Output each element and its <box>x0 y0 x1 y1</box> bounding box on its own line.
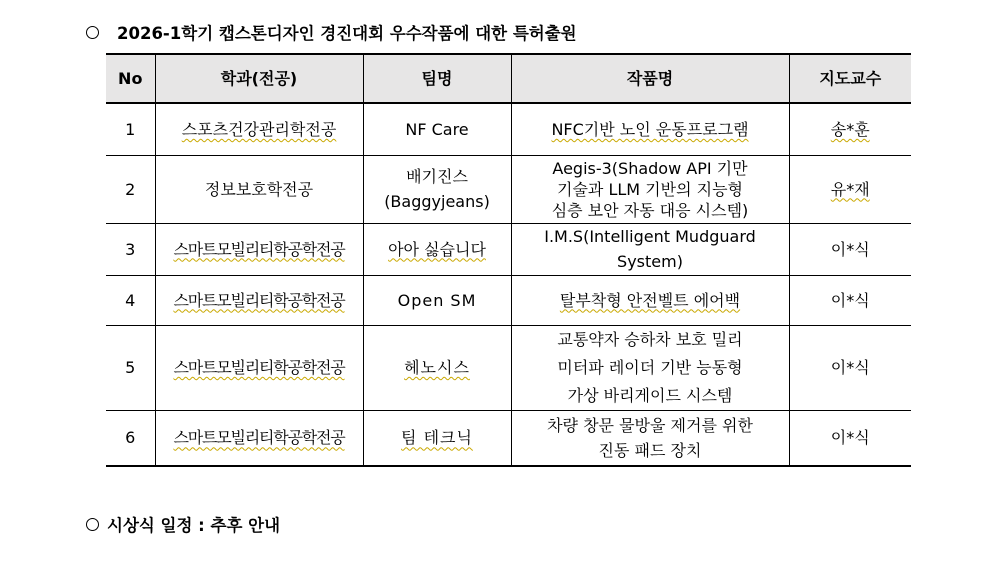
cell-advisor <box>789 223 911 275</box>
cell-team <box>363 103 511 155</box>
advisor-text: 이*식 <box>830 290 870 310</box>
table-header-row <box>106 54 911 103</box>
work-text: 탈부착형 안전벨트 에어백 <box>559 290 741 310</box>
circle-bullet-icon <box>86 26 99 39</box>
cell-no: 1 <box>106 103 155 155</box>
dept-text: 정보보호학전공 <box>204 179 314 199</box>
cell-advisor <box>789 410 911 466</box>
advisor-text: 이*식 <box>830 428 870 448</box>
cell-dept <box>155 155 363 223</box>
table-row <box>106 325 911 410</box>
table-row <box>106 275 911 325</box>
cell-no: 5 <box>106 325 155 410</box>
dept-text: 스마트모빌리티학공학전공 <box>173 428 345 448</box>
heading-text: 2026-1학기 캡스톤디자인 경진대회 우수작품에 대한 특허출원 <box>117 24 577 43</box>
team-text: 팀 테크닉 <box>401 428 473 448</box>
dept-text: 스마트모빌리티학공학전공 <box>173 290 345 310</box>
cell-team <box>363 325 511 410</box>
team-text: NF Care <box>405 119 469 139</box>
cell-team <box>363 275 511 325</box>
work-text: 교통약자 승하차 보호 밀리 미터파 레이더 기반 능동형 가상 바리게이드 시스템 <box>557 329 743 405</box>
cell-dept <box>155 325 363 410</box>
cell-work <box>511 223 789 275</box>
schedule-text: 시상식 일정 : 추후 안내 <box>107 516 281 535</box>
table-row <box>106 410 911 466</box>
cell-team <box>363 410 511 466</box>
cell-dept <box>155 410 363 466</box>
dept-text: 스마트모빌리티학공학전공 <box>173 358 345 377</box>
cell-no: 4 <box>106 275 155 325</box>
work-text: NFC기반 노인 운동프로그램 <box>551 119 749 139</box>
cell-advisor <box>789 325 911 410</box>
col-header-dept: 학과(전공) <box>155 54 363 103</box>
dept-text: 스포츠건강관리학전공 <box>181 119 337 139</box>
team-text: 배기진스 (Baggyjeans) <box>384 167 490 211</box>
work-text: Aegis-3(Shadow API 기만 기술과 LLM 기반의 지능형 심층 보안 자동 대응 시스템) <box>551 158 749 220</box>
cell-work <box>511 275 789 325</box>
cell-team <box>363 155 511 223</box>
team-text: 헤노시스 <box>404 358 470 377</box>
col-header-team: 팀명 <box>363 54 511 103</box>
cell-work <box>511 325 789 410</box>
col-header-advisor: 지도교수 <box>789 54 911 103</box>
dept-text: 스마트모빌리티학공학전공 <box>173 239 345 259</box>
col-header-work: 작품명 <box>511 54 789 103</box>
work-text: I.M.S(Intelligent Mudguard System) <box>544 227 756 271</box>
cell-advisor <box>789 103 911 155</box>
award-table <box>106 53 911 467</box>
work-text: 차량 창문 물방울 제거를 위한 진동 패드 장치 <box>547 415 753 460</box>
advisor-text: 송*훈 <box>830 119 870 139</box>
schedule-heading <box>86 512 280 536</box>
col-header-no: No <box>106 54 155 103</box>
cell-work <box>511 410 789 466</box>
advisor-text: 이*식 <box>830 358 870 377</box>
advisor-text: 유*재 <box>830 179 870 199</box>
cell-work <box>511 155 789 223</box>
cell-advisor <box>789 155 911 223</box>
team-text: Open SM <box>397 290 477 310</box>
table-row <box>106 155 911 223</box>
section-heading <box>86 20 577 44</box>
cell-no: 3 <box>106 223 155 275</box>
table-row <box>106 223 911 275</box>
cell-no: 2 <box>106 155 155 223</box>
cell-dept <box>155 223 363 275</box>
cell-no: 6 <box>106 410 155 466</box>
advisor-text: 이*식 <box>830 239 870 259</box>
cell-advisor <box>789 275 911 325</box>
circle-bullet-icon <box>86 518 99 531</box>
cell-dept <box>155 275 363 325</box>
cell-team <box>363 223 511 275</box>
cell-work <box>511 103 789 155</box>
cell-dept <box>155 103 363 155</box>
table-row <box>106 103 911 155</box>
team-text: 아아 싫습니다 <box>388 239 486 259</box>
